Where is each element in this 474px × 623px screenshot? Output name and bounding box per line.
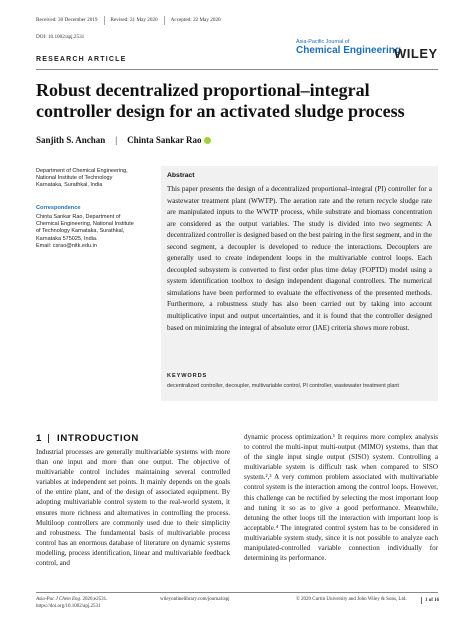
accepted-date: Accepted: 22 May 2020: [170, 17, 221, 23]
footer-url[interactable]: wileyonlinelibrary.com/journal/apj: [160, 597, 230, 602]
page-count: 1 of 16: [425, 598, 440, 603]
page-number: [418, 597, 439, 604]
correspondence-line: Karnataka 575025, India.: [36, 235, 98, 242]
article-title: Robust decentralized proportional–integral controller design for an activated sludge process: [36, 80, 405, 121]
keywords-text: decentralized controller, decoupler, multivariable control, PI controller, wastewater treatment plant: [167, 383, 399, 389]
keywords-heading: KEYWORDS: [167, 373, 208, 379]
affiliation-line: Department of Chemical Engineering,: [36, 168, 128, 174]
orcid-icon[interactable]: [204, 137, 211, 144]
section-title: INTRODUCTION: [57, 433, 139, 444]
correspondence-line: Chinta Sankar Rao, Department of: [36, 214, 121, 220]
affiliation-line: National Institute of Technology: [36, 175, 113, 182]
journal-name-small: Asia-Pacific Journal of: [296, 39, 350, 45]
section-heading: [36, 433, 139, 444]
footer-citation: [36, 597, 107, 610]
footer-copyright: © 2020 Curtin University and John Wiley & Sons, Ltd.: [296, 597, 407, 602]
received-date: Received: 30 December 2019: [36, 17, 98, 23]
history-dates: [36, 12, 221, 28]
intro-right-column: dynamic process optimization.¹ It requires more complex analysis to control the multi-input multi-output (MIMO) systems, than that of the single input single output (SISO) system. Controlling a multivariable system is difficult task when compared to SISO system.²,³ A very common problem associated with multivariable control system is the interaction among the control loops. However, this challenge can be rectified by selecting the most important loop and tuning it so as to give a good performance. Meanwhile, detuning the other loops till the interaction with important loop is acceptable.⁴ The integrated control system has to be considered in multivariable system study, since it is not possible to analyze each manipulated-controlled variable connection individually for determining its performance.: [244, 433, 438, 563]
correspondence-line: Chemical Engineering, National Institute: [36, 221, 134, 228]
page-divider: [421, 597, 422, 604]
abstract-heading: Abstract: [167, 172, 195, 179]
footer-rule: [36, 592, 438, 593]
header-rule: [36, 69, 438, 70]
section-number: 1: [36, 433, 43, 444]
author-name[interactable]: Chinta Sankar Rao: [127, 135, 202, 145]
revised-date: Revised: 21 May 2020: [110, 17, 158, 23]
doi[interactable]: DOI: 10.1002/apj.2531: [36, 34, 85, 40]
journal-name-big: Chemical Engineering: [296, 44, 402, 56]
section-label: RESEARCH ARTICLE: [36, 56, 127, 63]
journal-logo: [296, 39, 402, 56]
heading-divider: [48, 434, 49, 443]
correspondence-email[interactable]: Email: csrao@nitk.edu.in: [36, 242, 97, 249]
author-list: [36, 135, 211, 145]
affiliation: [36, 168, 154, 190]
date-divider: [164, 16, 165, 25]
affiliation-line: Karnataka, Surathkal, India: [36, 182, 103, 189]
publisher-logo: WILEY: [394, 46, 438, 61]
abstract-text: This paper presents the design of a decentralized proportional–integral (PI) controller for a wastewater treatment plant (WWTP). The aeration rate and the return recycle sludge rate are manipulated inputs to the WWTP process, while substrate and biomass concentration are considered as the output variables. The study is divided into two segments: A decentralized controller is designed based on the best pairing in the first segment, and in the second segment, a decoupler is developed to reduce the interactions. Decouplers are generally used to create independent loops in the multivariable control loops. Each decoupled subsystem is converted to first order plus time delay (FOPTD) model using a system identification toolbox to design independent diagonal controllers. The numerical simulations have been performed to evaluate the effectiveness of the presented methods. Furthermore, a robustness study has also been carried out by taking into account multiplicative input and output uncertainties, and it is found that the controller designed based on minimizing the integral of absolute error (IAE) criteria shows more robust.: [167, 185, 432, 332]
date-divider: [104, 16, 105, 25]
author-name[interactable]: Sanjith S. Anchan: [36, 135, 106, 145]
intro-left-column: Industrial processes are generally multivariable systems with more than one input and more than one output. The objective of multivariable control includes maintaining several controlled variables at independent set points. It mainly depends on the goals of the entire plant, and of the design of associated equipment. By adopting multivariable control system to the real-world system, it ensures more richness and alternatives in controlling the process. Multiloop controllers are commonly used due to their simplicity and robustness. The fundamental basis of multivariable process control has an enormous database of literature on dynamic systems modelling, process identification, linear and multivariable feedback control, and: [36, 448, 230, 568]
correspondence: [36, 214, 154, 250]
author-separator: |: [115, 135, 118, 145]
citation-doi[interactable]: https://doi.org/10.1002/apj.2531: [36, 603, 101, 609]
citation-volume: . 2020;e2531.: [80, 597, 108, 602]
correspondence-heading: Correspondence: [36, 205, 81, 211]
citation-journal: Asia-Pac J Chem Eng: [36, 597, 81, 602]
correspondence-line: of Technology Karnataka, Surathkal,: [36, 228, 125, 235]
